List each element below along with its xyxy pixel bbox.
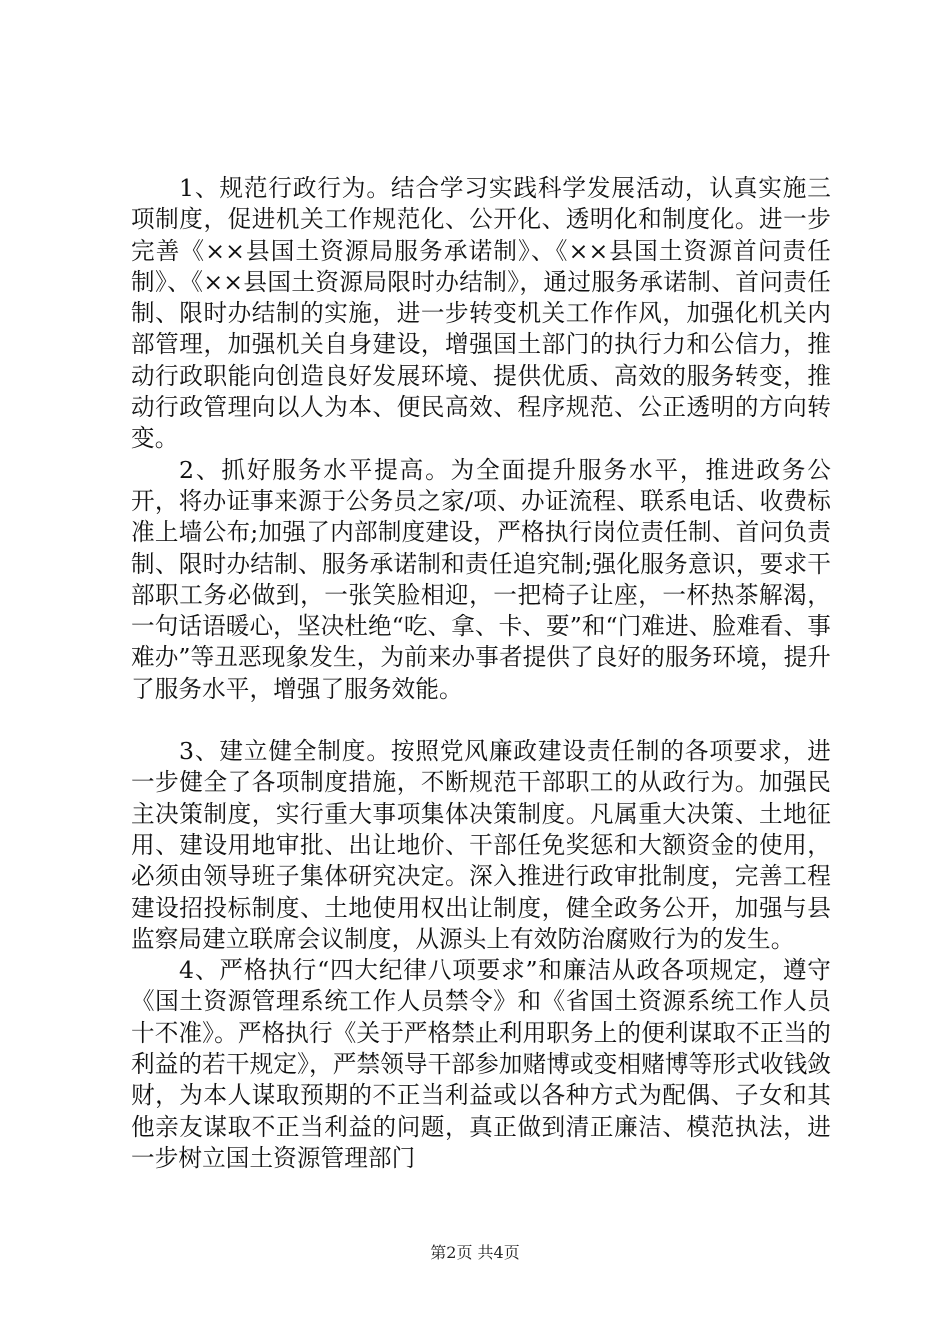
paragraph-4: 4、严格执行“四大纪律八项要求”和廉洁从政各项规定，遵守《国土资源管理系统工作人员禁令》和《省国土资源系统工作人员十不准》。严格执行《关于严格禁止利用职务上的便利谋取不正当的利益的若干规定》，严禁领导干部参加赌博或变相赌博等形式收钱敛财，为本人谋取预期的不正当利益或以各种方式为配偶、子女和其他亲友谋取不正当利益的问题，真正做到清正廉洁、模范执法，进一步树立国土资源管理部门 (131, 956, 831, 1172)
paragraph-2: 2、抓好服务水平提高。为全面提升服务水平，推进政务公开，将办证事来源于公务员之家/项、办证流程、联系电话、收费标准上墙公布;加强了内部制度建设，严格执行岗位责任制、首问负责制、限时办结制、服务承诺制和责任追究制;强化服务意识，要求干部职工务必做到，一张笑脸相迎，一把椅子让座，一杯热茶解渴，一句话语暖心，坚决杜绝“吃、拿、卡、要”和“门难进、脸难看、事难办”等丑恶现象发生，为前来办事者提供了良好的服务环境，提升了服务水平，增强了服务效能。 (131, 455, 831, 703)
page-footer: 第2页 共4页 (430, 1243, 520, 1262)
paragraph-1: 1、规范行政行为。结合学习实践科学发展活动，认真实施三项制度，促进机关工作规范化、公开化、透明化和制度化。进一步完善《××县国土资源局服务承诺制》、《××县国土资源首问责任制》、《××县国土资源局限时办结制》，通过服务承诺制、首问责任制、限时办结制的实施，进一步转变机关工作作风，加强化机关内部管理，加强机关自身建设，增强国土部门的执行力和公信力，推动行政职能向创造良好发展环境、提供优质、高效的服务转变，推动行政管理向以人为本、便民高效、程序规范、公正透明的方向转变。 (131, 174, 831, 453)
document-body (131, 173, 831, 1174)
paragraph-3: 3、建立健全制度。按照党风廉政建设责任制的各项要求，进一步健全了各项制度措施，不断规范干部职工的从政行为。加强民主决策制度，实行重大事项集体决策制度。凡属重大决策、土地征用、建设用地审批、出让地价、干部任免奖惩和大额资金的使用，必须由领导班子集体研究决定。深入推进行政审批制度，完善工程建设招投标制度、土地使用权出让制度，健全政务公开，加强与县监察局建立联席会议制度，从源头上有效防治腐败行为的发生。 (131, 737, 831, 953)
